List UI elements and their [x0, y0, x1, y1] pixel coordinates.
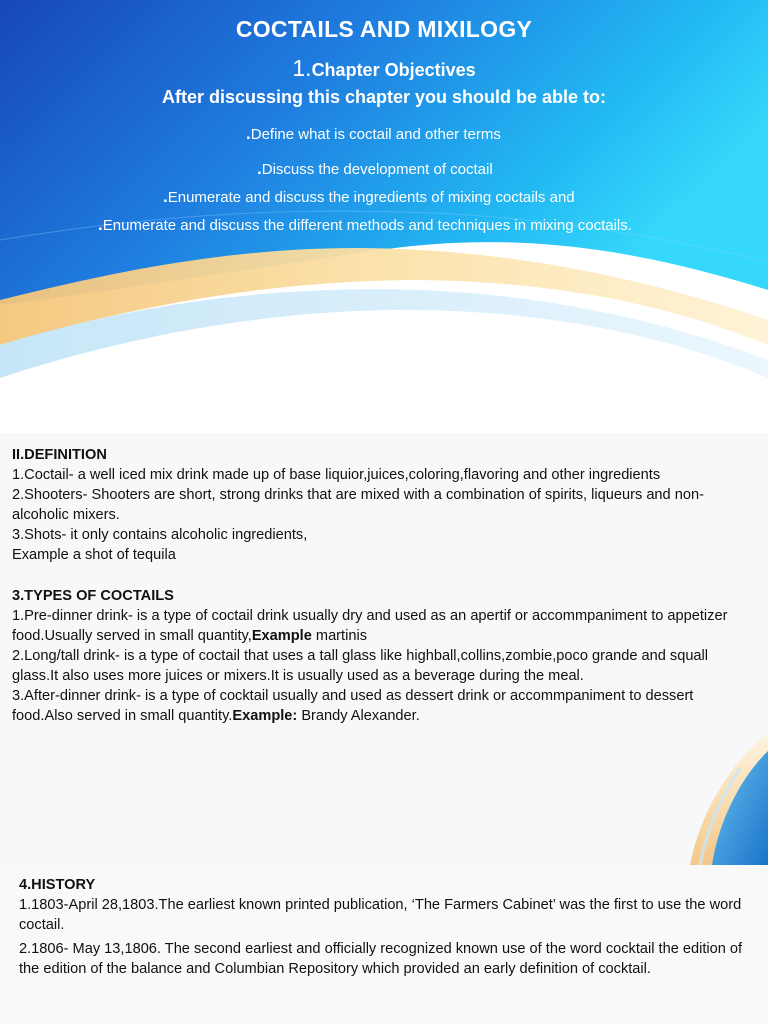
chapter-number: 1.	[292, 55, 312, 81]
objective-item: .Enumerate and discuss the ingredients of mixing coctails and	[163, 187, 575, 206]
type-item: 1.Pre-dinner drink- is a type of coctail drink usually dry and used as an apertif or accommpaniment to appetizer food.Usually served in small quantity,Example martinis	[12, 608, 728, 644]
types-heading: 3.TYPES OF COCTAILS	[12, 588, 174, 604]
chapter-objectives-heading	[0, 55, 768, 82]
title-slide	[0, 0, 768, 415]
definition-heading: II.DEFINITION	[12, 447, 107, 463]
objective-item: .Define what is coctail and other terms	[246, 124, 501, 143]
objectives-lead: After discussing this chapter you should be able to:	[161, 87, 607, 107]
objective-item: .Enumerate and discuss the different methods and techniques in mixing coctails.	[98, 215, 632, 234]
type-item: 2.Long/tall drink- is a type of coctail that uses a tall glass like highball,collins,zombie,poco grande and squall glass.It also uses more juices or mixers.It is usually used as a beverage during the meal.	[12, 648, 709, 684]
history-item: 2.1806- May 13,1806. The second earliest and officially recognized known use of the word cocktail the edition of the edition of the balance and Columbian Repository which provided an early definition of cocktail.	[19, 941, 743, 977]
chapter-label: Chapter Objectives	[311, 60, 476, 80]
definition-item: 3.Shots- it only contains alcoholic ingredients,	[12, 527, 308, 543]
history-item: 1.1803-April 28,1803.The earliest known printed publication, ‘The Farmers Cabinet’ was the first to use the word coctail.	[19, 897, 742, 933]
history-heading: 4.HISTORY	[19, 877, 96, 893]
definition-item: 2.Shooters- Shooters are short, strong drinks that are mixed with a combination of spirits, liqueurs and non- alcoholic mixers.	[12, 487, 704, 523]
objective-item: .Discuss the development of coctail	[257, 159, 493, 178]
definition-item: 1.Coctail- a well iced mix drink made up of base liquior,juices,coloring,flavoring and other ingredients	[12, 467, 661, 483]
definition-example: Example a shot of tequila	[12, 547, 176, 563]
definition-slide	[0, 433, 768, 865]
type-item: 3.After-dinner drink- is a type of cocktail usually and used as dessert drink or accommpaniment to dessert food.Also served in small quantity.Example: Brandy Alexander.	[12, 688, 694, 724]
history-slide	[0, 865, 768, 1024]
slide-title: COCTAILS AND MIXILOGY	[235, 16, 533, 42]
